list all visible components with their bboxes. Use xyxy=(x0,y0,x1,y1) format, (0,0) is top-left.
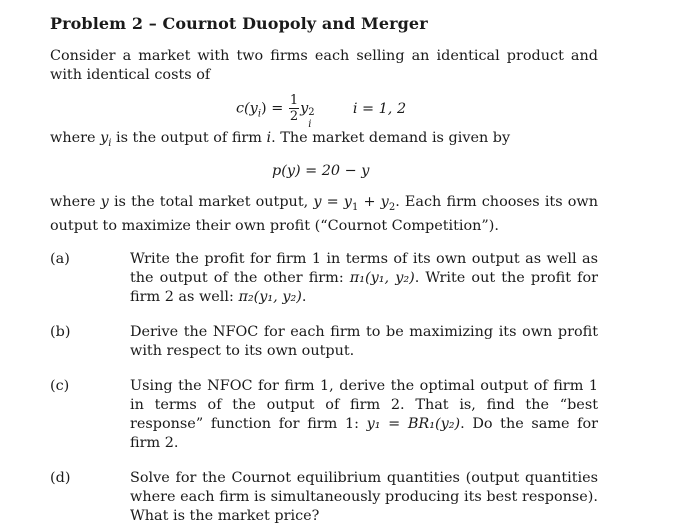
intro-paragraph: Consider a market with two firms each selling an identical product and with identical costs of xyxy=(50,48,598,83)
part-d xyxy=(50,469,598,526)
part-label: (d) xyxy=(50,469,71,486)
math-sub: i xyxy=(108,137,112,149)
math-expression: y = y xyxy=(313,193,352,210)
text-fragment: is the output of firm xyxy=(111,130,267,146)
cost-fraction xyxy=(289,93,299,124)
part-text xyxy=(130,377,598,453)
math-var: y xyxy=(100,193,109,210)
problem-document xyxy=(50,14,598,526)
part-label: (a) xyxy=(50,250,70,267)
cost-lhs: c(y xyxy=(236,100,258,117)
text-fragment: Solve for the Cournot equilibrium quantities (output quantities where each firm is simultaneously producing its best response). What is the market price? xyxy=(130,469,598,524)
demand-formula: p(y) = 20 − y xyxy=(272,162,370,179)
part-text xyxy=(130,250,598,307)
math-expression: y₁ = BR₁(y₂) xyxy=(366,415,461,432)
text-fragment: is the total market output, xyxy=(108,193,314,210)
math-sub: 1 xyxy=(351,201,359,213)
text-fragment: . Do the same for firm 2. xyxy=(130,415,598,451)
text-fragment: . The market demand is given by xyxy=(271,130,511,146)
part-label: (b) xyxy=(50,323,71,340)
demand-equation xyxy=(50,153,598,193)
part-b xyxy=(50,323,598,361)
cost-variable-sup: 2 xyxy=(308,106,315,118)
text-fragment: Using the NFOC for firm 1, derive the optimal output of firm 1 in terms of the output of firm 2. That is, find the “best response” function for firm 1: xyxy=(130,377,598,432)
cost-lhs-sub: i xyxy=(257,108,262,120)
math-sub: 2 xyxy=(388,201,396,213)
part-text xyxy=(130,323,598,361)
total-output-paragraph xyxy=(50,193,598,236)
problem-parts xyxy=(50,250,598,526)
text-fragment: where xyxy=(50,193,101,210)
math-var: i xyxy=(266,130,272,146)
text-fragment: . Each firm chooses its own output to maximize their own profit (“Cournot Competition”). xyxy=(50,193,598,234)
part-label: (c) xyxy=(50,377,70,394)
text-fragment: Derive the NFOC for each firm to be maximizing its own profit with respect to its own output. xyxy=(130,323,598,359)
part-c xyxy=(50,377,598,453)
part-a xyxy=(50,250,598,307)
text-fragment: Write the profit for firm 1 in terms of its own output as well as the output of the other firm: xyxy=(130,250,598,286)
cost-mid: ) = xyxy=(261,100,284,117)
math-expression: π₂(y₁, y₂) xyxy=(238,288,302,305)
math-expression: + y xyxy=(358,193,389,210)
math-var: y xyxy=(100,130,109,146)
cost-variable: y xyxy=(300,100,309,117)
cost-fraction-numerator: 1 xyxy=(289,93,299,108)
problem-title: Problem 2 – Cournot Duopoly and Merger xyxy=(50,14,428,33)
text-fragment: . Write out the profit for firm 2 as well: xyxy=(130,269,598,305)
output-definition xyxy=(50,129,598,153)
math-expression: π₁(y₁, y₂) xyxy=(349,269,415,286)
cost-variable-sub: i xyxy=(308,118,312,130)
part-text xyxy=(130,469,598,526)
cost-index: i = 1, 2 xyxy=(352,100,407,117)
text-fragment: where xyxy=(50,130,101,146)
cost-equation xyxy=(50,85,598,129)
cost-fraction-denominator: 2 xyxy=(289,109,299,124)
text-fragment: . xyxy=(301,288,307,305)
